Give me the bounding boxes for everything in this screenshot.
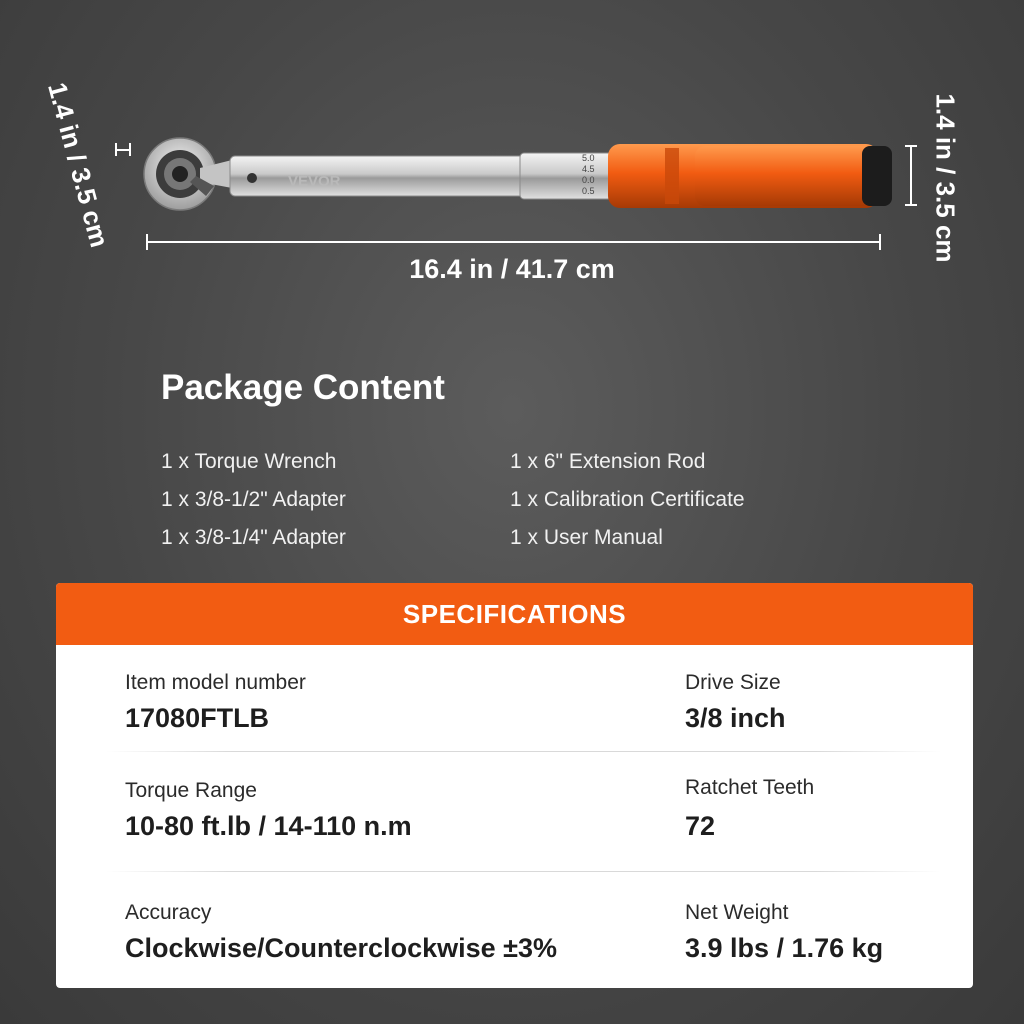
spec-value-ratchet-teeth: 72	[685, 811, 716, 841]
length-label: 16.4 in / 41.7 cm	[409, 254, 615, 284]
spec-label-net-weight: Net Weight	[685, 901, 789, 924]
brand-mark: VEVOR	[288, 173, 341, 190]
scale-collar	[520, 153, 620, 199]
spec-value-net-weight: 3.9 lbs / 1.76 kg	[685, 933, 884, 963]
package-item: 1 x User Manual	[510, 526, 663, 549]
spec-label-torque-range: Torque Range	[125, 779, 257, 802]
package-item: 1 x 3/8-1/2" Adapter	[161, 488, 346, 511]
handle-height-label: 1.4 in / 3.5 cm	[930, 93, 961, 263]
spec-divider	[106, 871, 941, 872]
specifications-header: SPECIFICATIONS	[56, 583, 973, 645]
package-item: 1 x 6" Extension Rod	[510, 450, 706, 473]
handle-end-cap	[862, 146, 892, 206]
head-height-label: 1.4 in / 3.5 cm	[42, 79, 115, 251]
scale-mark: 5.0	[582, 153, 595, 163]
package-item: 1 x 3/8-1/4" Adapter	[161, 526, 346, 549]
spec-label-accuracy: Accuracy	[125, 901, 212, 924]
wrench-head	[144, 138, 232, 210]
package-item: 1 x Torque Wrench	[161, 450, 337, 473]
spec-label-model: Item model number	[125, 671, 306, 694]
spec-label-drive-size: Drive Size	[685, 671, 781, 694]
package-content-title: Package Content	[161, 368, 445, 407]
torque-scale	[582, 153, 595, 196]
specifications-card	[56, 583, 973, 988]
length-dimension-line	[147, 234, 880, 250]
scale-mark: 4.5	[582, 164, 595, 174]
wrench-shaft	[230, 156, 560, 196]
head-height-bracket	[116, 143, 130, 156]
spec-value-drive-size: 3/8 inch	[685, 703, 786, 733]
spec-divider	[106, 751, 941, 752]
package-item: 1 x Calibration Certificate	[510, 488, 745, 511]
scale-mark: 0.5	[582, 186, 595, 196]
spec-value-accuracy: Clockwise/Counterclockwise ±3%	[125, 933, 557, 963]
spec-label-ratchet-teeth: Ratchet Teeth	[685, 776, 815, 799]
spec-value-torque-range: 10-80 ft.lb / 14-110 n.m	[125, 811, 412, 841]
scale-mark: 0.0	[582, 175, 595, 185]
spec-value-model: 17080FTLB	[125, 703, 270, 733]
handle-height-bracket	[905, 146, 917, 205]
